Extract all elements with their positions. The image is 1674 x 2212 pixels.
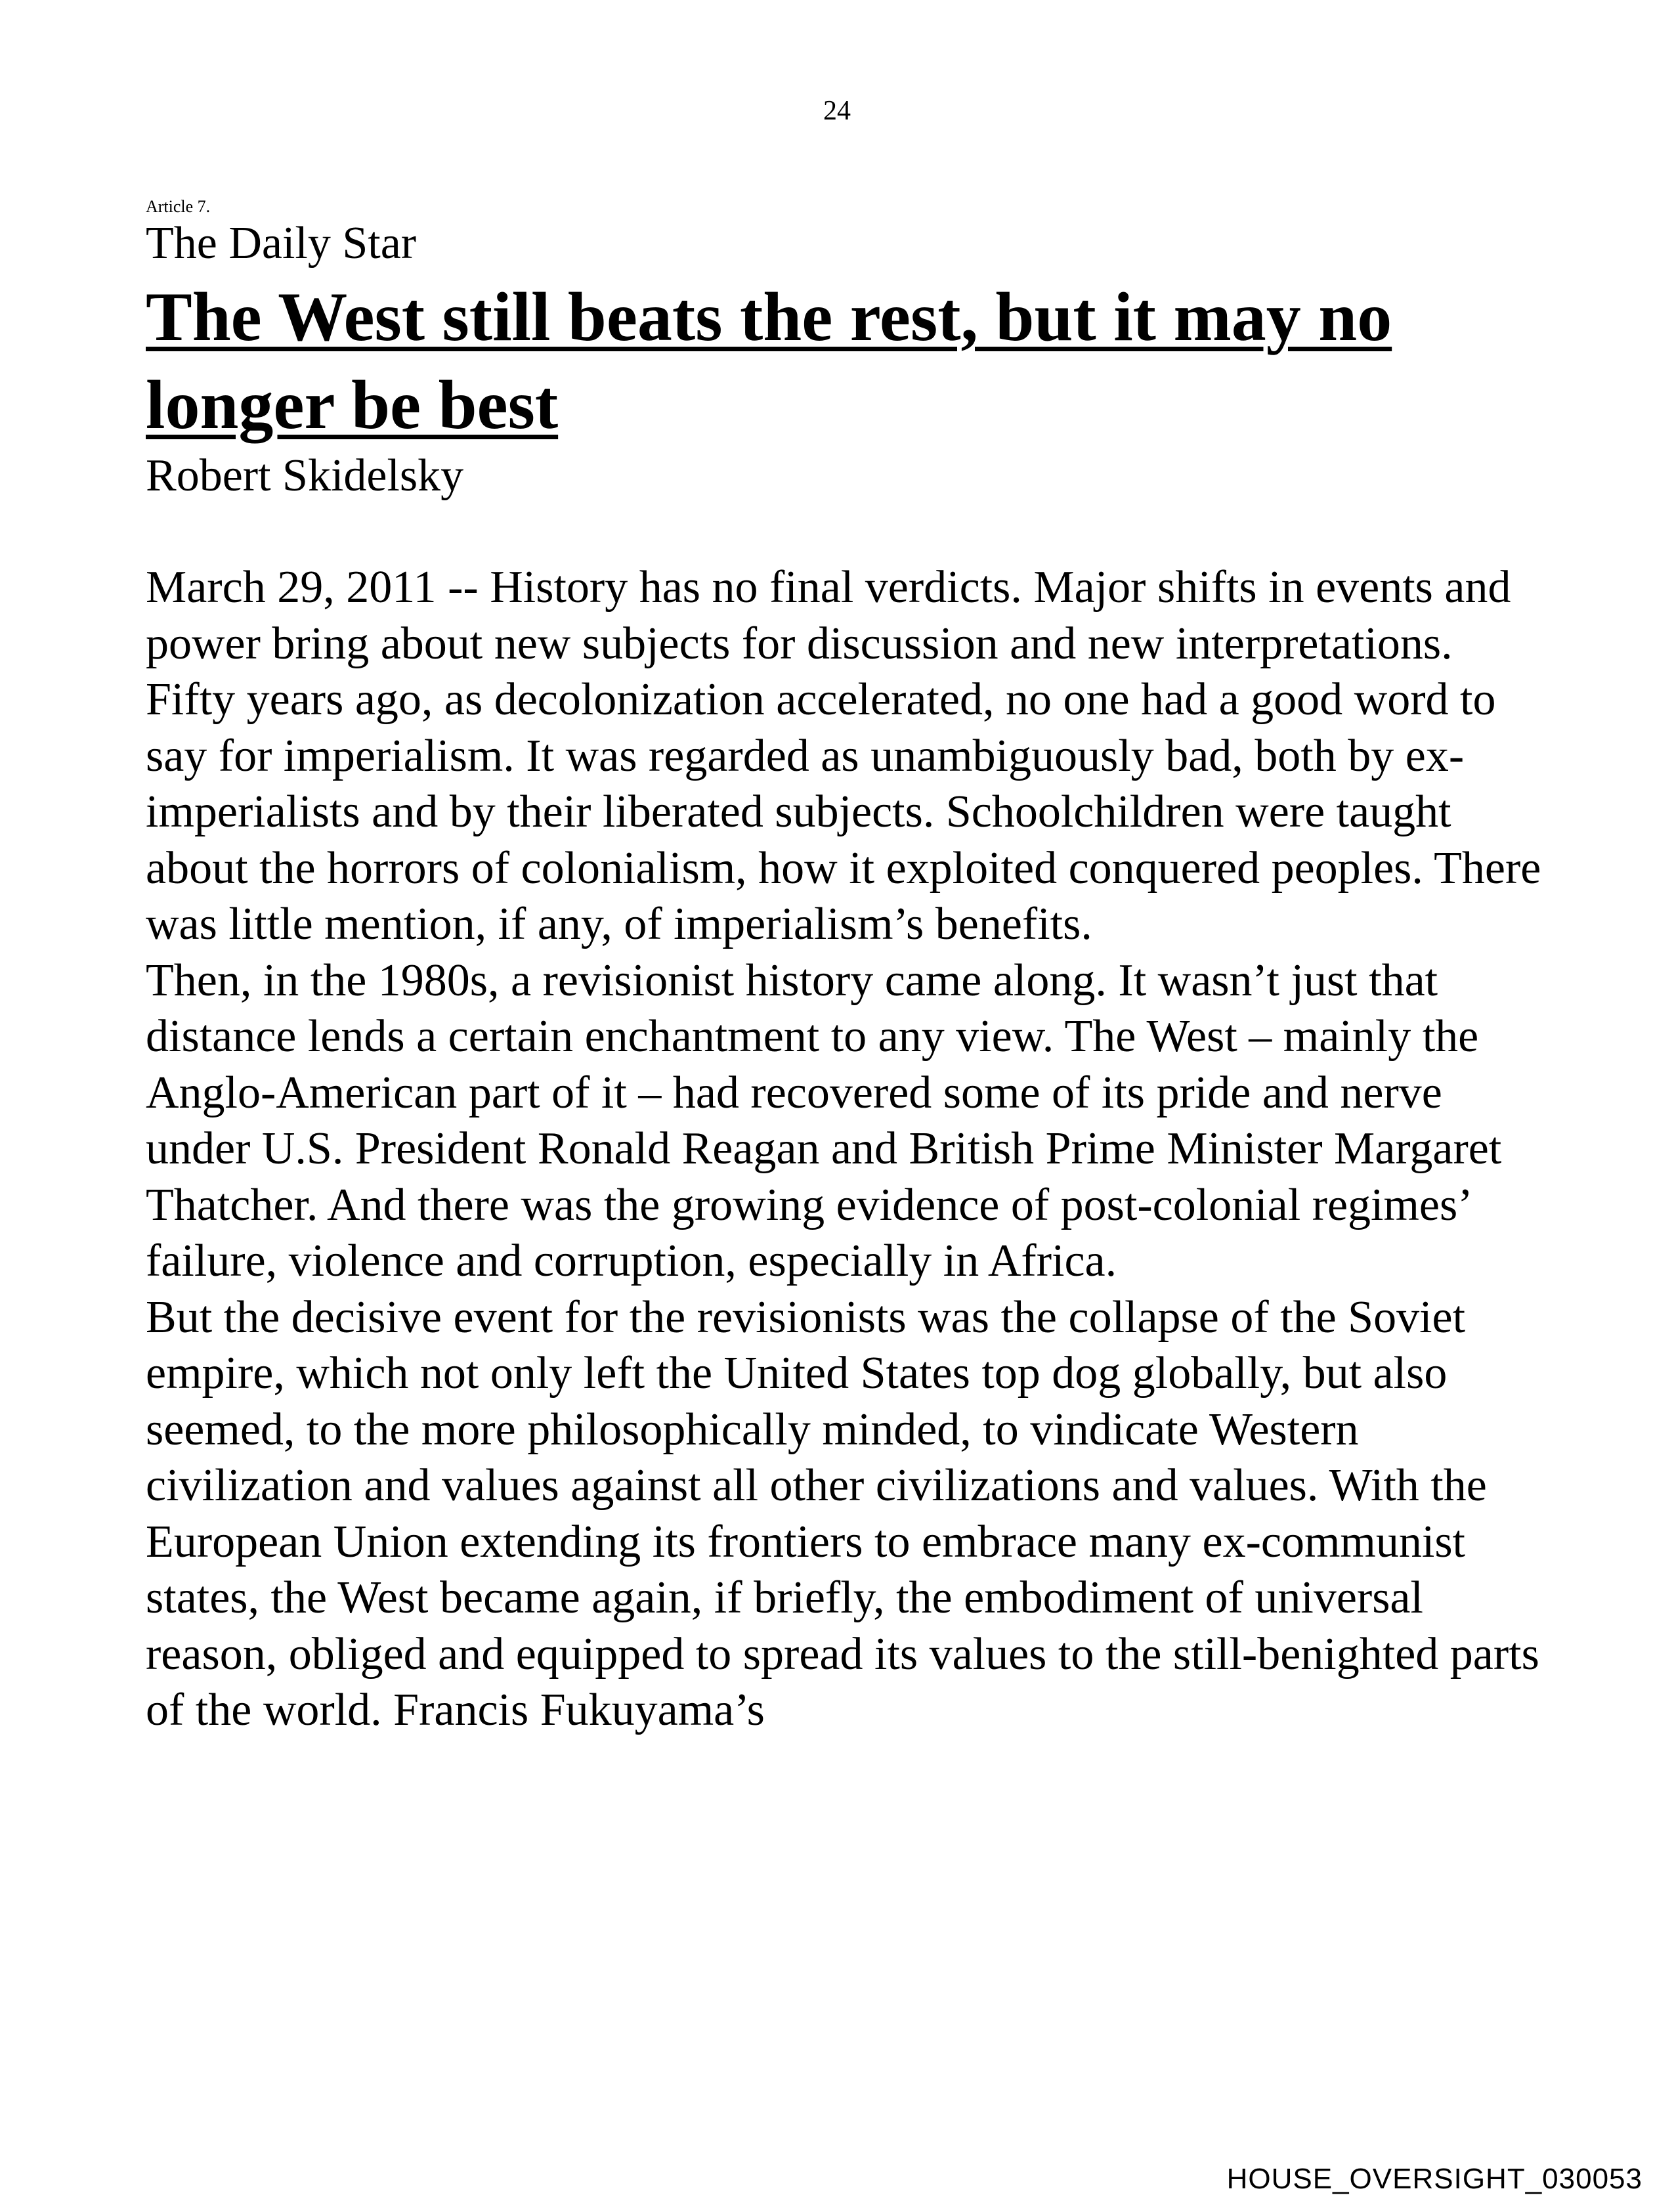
article-label: Article 7. xyxy=(146,197,211,216)
paragraph: Then, in the 1980s, a revisionist history came along. It wasn’t just that distance lends a certain enchantment to any view. The West – mainly the Anglo-American part of it – had recovered some of its pride and nerve under U.S. President Ronald Reagan and British Prime Minister Margaret Thatcher. And there was the growing evidence of post-colonial regimes’ failure, violence and corruption, especially in Africa. xyxy=(146,955,1502,1286)
article-body xyxy=(146,559,1557,1739)
paragraph: March 29, 2011 -- History has no final verdicts. Major shifts in events and power bring about new subjects for discussion and new interpretations. xyxy=(146,562,1511,669)
article xyxy=(146,197,1557,1739)
page-number: 24 xyxy=(823,96,851,126)
publication-name: The Daily Star xyxy=(146,218,417,269)
author: Robert Skidelsky xyxy=(146,450,464,501)
paragraph: But the decisive event for the revisionists was the collapse of the Soviet empire, which not only left the United States top dog globally, but also seemed, to the more philosophically minded, to vindicate Western civilization and values against all other civilizations and values. With the European Union extending its frontiers to embrace many ex-communist states, the West became again, if briefly, the embodiment of universal reason, obliged and equipped to spread its values to the still-benighted parts of the world. Francis Fukuyama’s xyxy=(146,1291,1539,1735)
bates-number: HOUSE_OVERSIGHT_030053 xyxy=(1226,2163,1642,2195)
headline: The West still beats the rest, but it may no longer be best xyxy=(146,278,1392,443)
paragraph: Fifty years ago, as decolonization accelerated, no one had a good word to say for imperialism. It was regarded as unambiguously bad, both by ex-imperialists and by their liberated subjects. Schoolchildren were taught about the horrors of colonialism, how it exploited conquered peoples. There was little mention, if any, of imperialism’s benefits. xyxy=(146,674,1541,949)
